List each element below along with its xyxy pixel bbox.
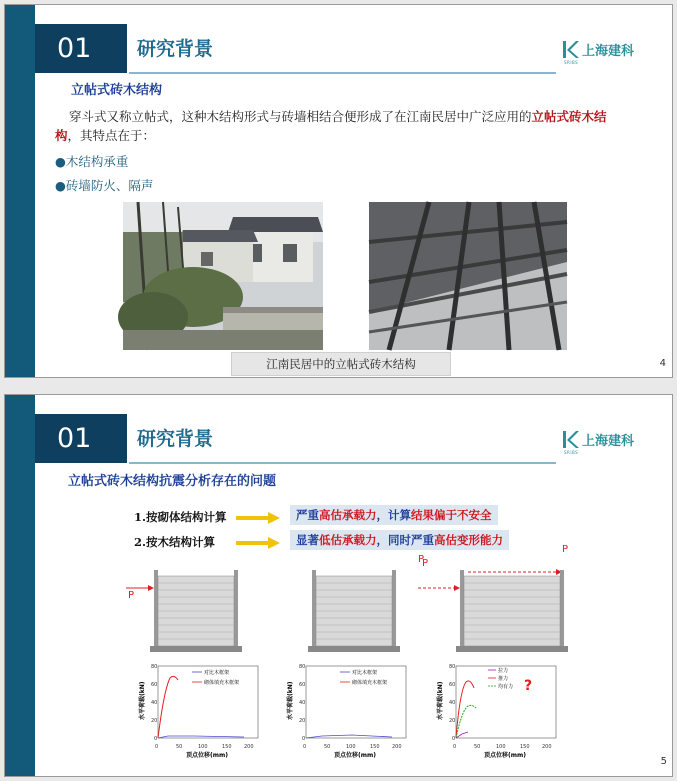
svg-text:水平荷载(kN): 水平荷载(kN) bbox=[139, 681, 146, 720]
svg-text:顶点位移(mm): 顶点位移(mm) bbox=[186, 752, 228, 759]
svg-text:砌体填充木框架: 砌体填充木框架 bbox=[352, 680, 388, 686]
svg-text:50: 50 bbox=[176, 744, 183, 750]
svg-text:150: 150 bbox=[370, 744, 380, 750]
section-number: 01 bbox=[35, 24, 127, 73]
svg-text:0: 0 bbox=[302, 736, 306, 742]
svg-text:P: P bbox=[422, 558, 429, 569]
svg-text:40: 40 bbox=[151, 700, 158, 706]
logo-text: 上海建科 bbox=[582, 44, 635, 59]
bullet-item: ●木结构承重 bbox=[55, 154, 129, 169]
svg-text:顶点位移(mm): 顶点位移(mm) bbox=[484, 752, 526, 759]
svg-text:顶点位移(mm): 顶点位移(mm) bbox=[334, 752, 376, 759]
slide-header bbox=[35, 24, 674, 73]
load-label: P bbox=[128, 590, 135, 601]
company-logo bbox=[562, 427, 648, 457]
result-timber: 显著低估承载力，同时严重高估变形能力 bbox=[290, 530, 509, 550]
photo-house-exterior bbox=[123, 202, 323, 350]
wall-model-2 bbox=[284, 568, 409, 656]
svg-text:60: 60 bbox=[299, 682, 306, 688]
svg-text:0: 0 bbox=[452, 736, 456, 742]
svg-text:100: 100 bbox=[346, 744, 356, 750]
svg-text:200: 200 bbox=[542, 744, 552, 750]
method-timber: 2.按木结构计算 bbox=[134, 535, 216, 549]
photo-caption: 江南民居中的立帖式砖木结构 bbox=[231, 352, 451, 376]
svg-text:水平荷载(kN): 水平荷载(kN) bbox=[287, 681, 294, 720]
arrow-right-icon bbox=[236, 537, 280, 549]
slide-subtitle: 立帖式砖木结构抗震分析存在的问题 bbox=[68, 474, 277, 489]
method-masonry: 1.按砌体结构计算 bbox=[134, 510, 227, 524]
section-title: 研究背景 bbox=[137, 38, 214, 60]
arrow-right-icon bbox=[236, 512, 280, 524]
svg-text:100: 100 bbox=[496, 744, 506, 750]
svg-text:80: 80 bbox=[151, 664, 158, 670]
svg-text:0: 0 bbox=[303, 744, 307, 750]
svg-text:水平荷载(kN): 水平荷载(kN) bbox=[437, 681, 444, 720]
company-logo bbox=[562, 37, 648, 67]
logo-text: 上海建科 bbox=[582, 434, 635, 449]
wall-model-1 bbox=[126, 568, 251, 656]
load-displacement-plot-1 bbox=[134, 660, 262, 764]
svg-text:100: 100 bbox=[198, 744, 208, 750]
svg-text:?: ? bbox=[524, 678, 533, 694]
svg-text:推力: 推力 bbox=[498, 676, 509, 682]
svg-text:150: 150 bbox=[222, 744, 232, 750]
bullet-item: ●砖墙防火、隔声 bbox=[55, 178, 154, 193]
svg-text:50: 50 bbox=[324, 744, 331, 750]
load-label: P bbox=[562, 544, 569, 555]
page-number: 5 bbox=[660, 756, 667, 767]
sidebar-bar bbox=[5, 5, 35, 377]
logo-mark-icon bbox=[562, 429, 580, 451]
svg-text:200: 200 bbox=[392, 744, 402, 750]
sidebar-bar bbox=[5, 395, 35, 776]
svg-text:0: 0 bbox=[154, 736, 158, 742]
load-displacement-plot-3 bbox=[432, 660, 560, 764]
wall-model-3 bbox=[418, 558, 573, 656]
svg-text:0: 0 bbox=[453, 744, 457, 750]
svg-text:200: 200 bbox=[244, 744, 254, 750]
svg-text:对比木框架: 对比木框架 bbox=[204, 670, 230, 676]
svg-text:50: 50 bbox=[474, 744, 481, 750]
slide-subtitle: 立帖式砖木结构 bbox=[71, 83, 163, 98]
section-title: 研究背景 bbox=[137, 428, 214, 450]
load-label: P bbox=[418, 554, 425, 565]
page-number: 4 bbox=[659, 358, 666, 369]
intro-paragraph: 穿斗式又称立帖式，这种木结构形式与砖墙相结合便形成了在江南民居中广泛应用的立帖式砖木结构，其特点在于： bbox=[55, 109, 607, 143]
svg-text:40: 40 bbox=[299, 700, 306, 706]
svg-text:20: 20 bbox=[449, 718, 456, 724]
svg-text:砌体填充木框架: 砌体填充木框架 bbox=[204, 680, 240, 686]
svg-text:80: 80 bbox=[449, 664, 456, 670]
result-masonry: 严重高估承载力，计算结果偏于不安全 bbox=[290, 505, 498, 525]
svg-text:对比木框架: 对比木框架 bbox=[352, 670, 378, 676]
svg-text:拉力: 拉力 bbox=[498, 668, 509, 674]
svg-text:0: 0 bbox=[155, 744, 159, 750]
svg-text:150: 150 bbox=[520, 744, 530, 750]
logo-mark-text: SRIBS bbox=[564, 450, 579, 455]
slide-header bbox=[35, 414, 674, 463]
svg-text:20: 20 bbox=[299, 718, 306, 724]
logo-mark-text: SRIBS bbox=[564, 60, 579, 65]
load-displacement-plot-2 bbox=[282, 660, 410, 764]
svg-text:60: 60 bbox=[151, 682, 158, 688]
highlight-term: 立帖式砖木结构 bbox=[55, 109, 607, 143]
section-number: 01 bbox=[35, 414, 127, 463]
svg-text:均有力: 均有力 bbox=[498, 684, 514, 690]
svg-text:80: 80 bbox=[299, 664, 306, 670]
photo-timber-roof-interior bbox=[369, 202, 567, 350]
svg-text:20: 20 bbox=[151, 718, 158, 724]
logo-mark-icon bbox=[562, 39, 580, 61]
slide-4 bbox=[4, 4, 673, 378]
svg-text:60: 60 bbox=[449, 682, 456, 688]
svg-text:40: 40 bbox=[449, 700, 456, 706]
